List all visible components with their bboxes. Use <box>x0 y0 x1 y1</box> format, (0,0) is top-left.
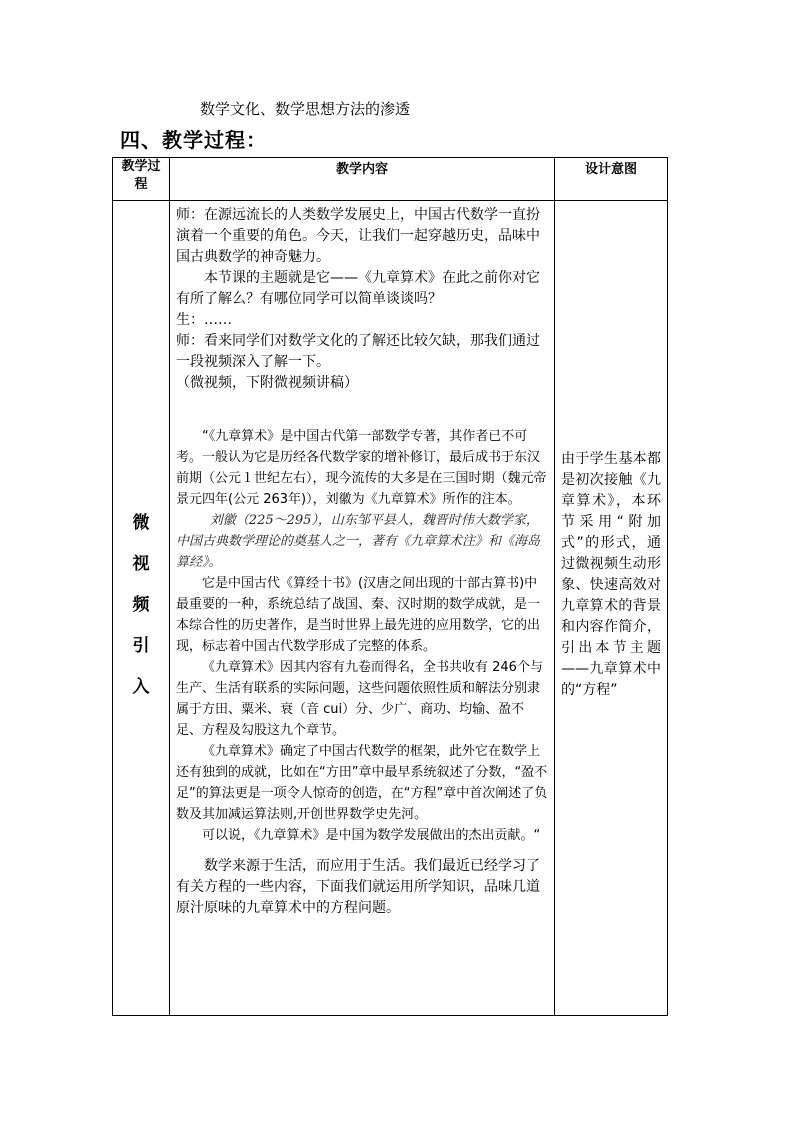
stage-char: 入 <box>132 677 150 697</box>
stage-char: 微 <box>132 513 150 533</box>
stage-char: 引 <box>132 636 150 656</box>
content-paragraph: （微视频，下附微视频讲稿） <box>176 375 358 391</box>
table-header-row <box>113 158 668 201</box>
header-content: 教学内容 <box>170 158 555 201</box>
intent-text: 由于学生基本都是初次接触《九章算术》，本环节采用“附加式”的形式，通过微视频生动形象、快速高效对九章算术的背景和内容作简介，引出本节主题——九章算术中的“方程” <box>561 451 661 698</box>
header-intent: 设计意图 <box>555 158 668 201</box>
script-paragraph: 《九章算术》因其内容有九卷而得名，全书共收有 246个与生产、生活有联系的实际问题，这些问题依照性质和解法分别隶属于方田、粟米、衰（音 cui）分、少广、商功、均输、盈不足、方程及勾股这九个章节。 <box>176 660 543 738</box>
stage-char: 频 <box>132 595 150 615</box>
teaching-process-table <box>112 157 668 1016</box>
content-cell <box>170 201 555 1016</box>
table-row <box>113 201 668 1016</box>
stage-char: 视 <box>132 554 150 574</box>
intro-line: 数学文化、数学思想方法的渗透 <box>200 100 411 118</box>
header-stage: 教学过程 <box>113 158 170 201</box>
stage-label <box>113 508 169 713</box>
stage-cell <box>113 201 170 1016</box>
intent-cell <box>555 201 668 1016</box>
script-paragraph: 它是中国古代《算经十书》(汉唐之间出现的十部古算书)中最重要的一种，系统总结了战国、秦、汉时期的数学成就，是一本综合性的历史著作，是当时世界上最先进的应用数学，它的出现，标志着中国古代数学形成了完整的体系。 <box>176 576 541 654</box>
content-paragraph: 生：…… <box>176 312 232 328</box>
content-paragraph: 数学来源于生活，而应用于生活。我们最近已经学习了有关方程的一些内容，下面我们就运用所学知识，品味几道原汁原味的九章算术中的方程问题。 <box>176 858 540 916</box>
video-script <box>176 426 548 846</box>
content-paragraph: 本节课的主题就是它——《九章算术》在此之前你对它有所了解么？有哪位同学可以简单谈谈吗？ <box>176 270 540 307</box>
script-paragraph: 《九章算术》确定了中国古代数学的框架，此外它在数学上还有独到的成就，比如在“方田”章中最早系统叙述了分数，“盈不足”的算法更是一项令人惊奇的创造，在“方程”章中首次阐述了负数及其加减运算法则,开创世界数学史先河。 <box>176 744 548 822</box>
script-paragraph: 可以说，《九章算术》是中国为数学发展做出的杰出贡献。“ <box>202 828 541 843</box>
content-paragraph: 师：看来同学们对数学文化的了解还比较欠缺，那我们通过一段视频深入了解一下。 <box>176 333 540 370</box>
script-paragraph: “《九章算术》是中国古代第一部数学专著，其作者已不可考。一般认为它是历经各代数学家的增补修订，最后成书于东汉前期（公元１世纪左右），现今流传的大多是在三国时期（魏元帝景元四年(公元 263年)），刘徽为《九章算术》所作的注本。 <box>176 429 547 507</box>
content-paragraph: 师：在源远流长的人类数学发展史上，中国古代数学一直扮演着一个重要的角色。今天，让我们一起穿越历史，品味中国古典数学的神奇魅力。 <box>176 207 540 265</box>
section-title: 四、教学过程： <box>120 128 267 152</box>
script-note: 刘徽（225～295），山东邹平县人，魏晋时伟大数学家，中国古典数学理论的奠基人之一，著有《九章算术注》和《海岛算经》。 <box>176 513 541 570</box>
